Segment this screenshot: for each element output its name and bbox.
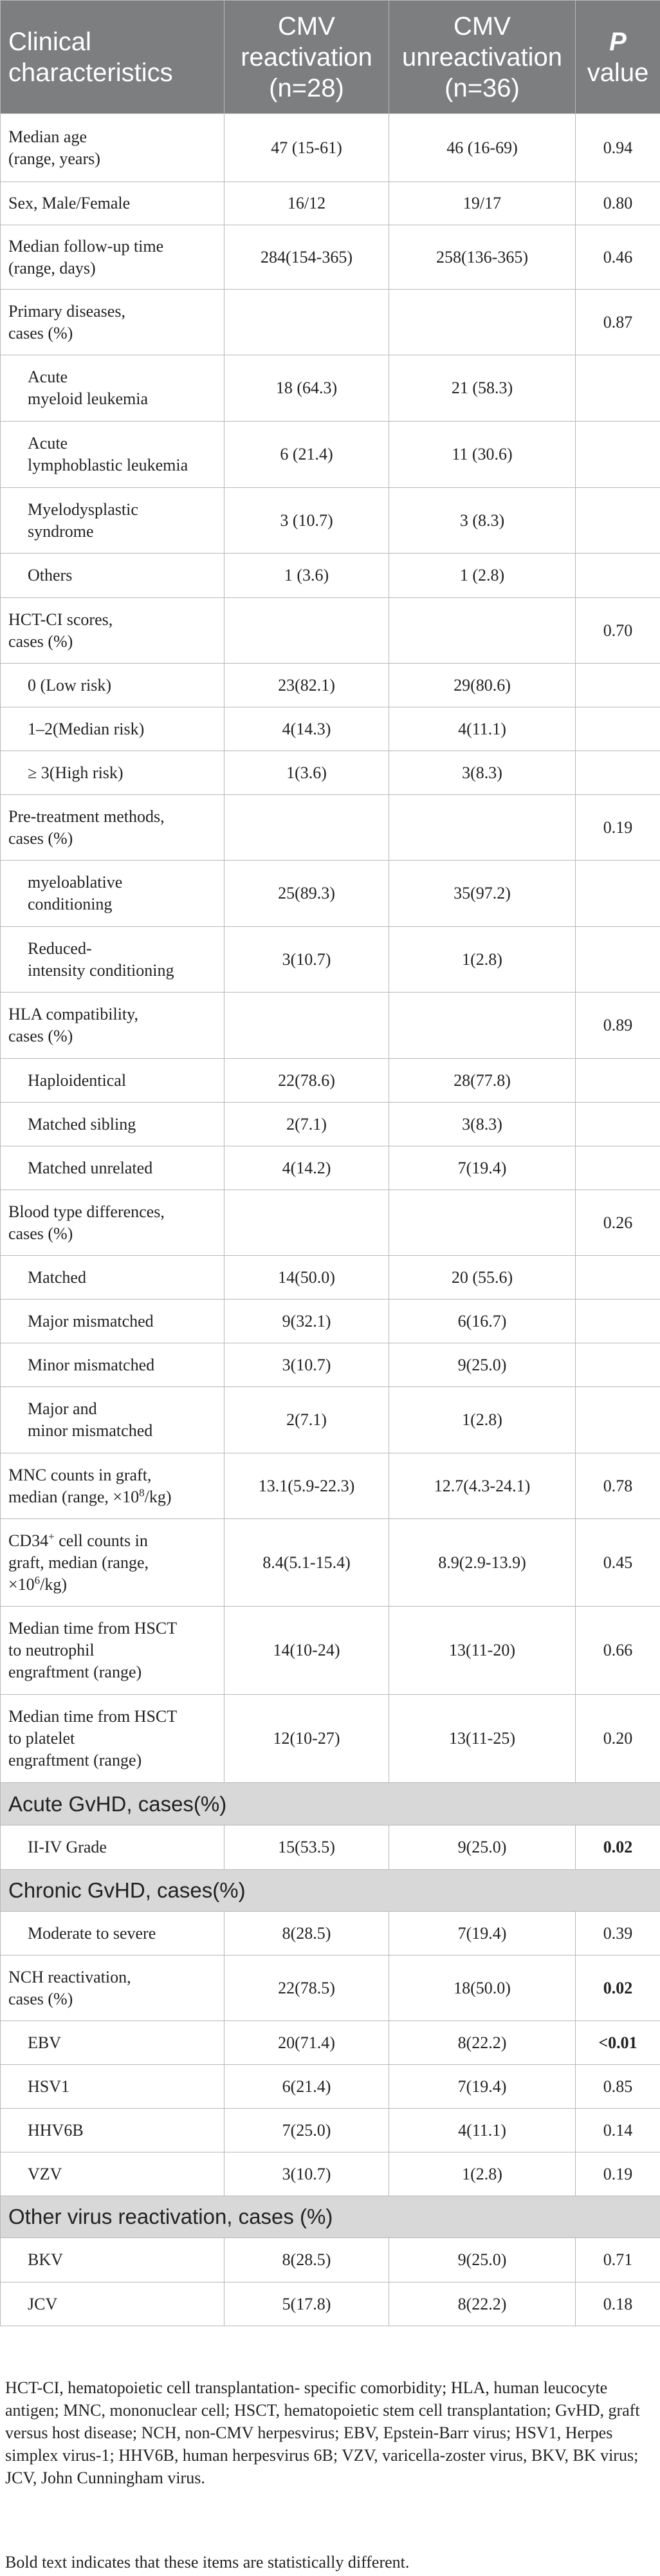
cell-unreactivation: 1 (2.8) xyxy=(389,554,576,598)
table-row xyxy=(1,598,660,664)
table-row xyxy=(1,422,660,488)
cell-unreactivation: 7(19.4) xyxy=(389,1912,576,1955)
table-row xyxy=(1,182,660,225)
cell-unreactivation: 4(11.1) xyxy=(389,707,576,751)
cell-reactivation: 4(14.3) xyxy=(225,707,389,751)
header-cmv-reactivation-line3: (n=28) xyxy=(269,73,344,102)
header-p-letter: P xyxy=(609,27,627,56)
cell-p-value xyxy=(576,488,660,554)
row-label: Myelodysplastic syndrome xyxy=(1,488,225,554)
row-label: Reduced- intensity conditioning xyxy=(1,927,225,993)
cell-p-value: 0.71 xyxy=(576,2238,660,2282)
table-row xyxy=(1,751,660,795)
row-label: HLA compatibility, cases (%) xyxy=(1,993,225,1059)
cell-unreactivation: 35(97.2) xyxy=(389,861,576,927)
row-label: BKV xyxy=(1,2238,225,2282)
cell-p-value: 0.87 xyxy=(576,290,660,355)
cell-unreactivation: 28(77.8) xyxy=(389,1059,576,1103)
row-label: NCH reactivation, cases (%) xyxy=(1,1955,225,2021)
cell-p-value: 0.02 xyxy=(576,1955,660,2021)
table-row xyxy=(1,1387,660,1453)
cell-reactivation: 3(10.7) xyxy=(225,2152,389,2196)
cell-p-value: 0.02 xyxy=(576,1825,660,1870)
cell-reactivation: 5(17.8) xyxy=(225,2282,389,2326)
cell-unreactivation: 29(80.6) xyxy=(389,664,576,707)
cell-unreactivation: 21 (58.3) xyxy=(389,355,576,422)
cell-reactivation: 6 (21.4) xyxy=(225,422,389,488)
table-row xyxy=(1,225,660,290)
table-row xyxy=(1,2152,660,2196)
cell-reactivation: 3(10.7) xyxy=(225,927,389,993)
header-cmv-unreactivation-line2: unreactivation xyxy=(401,42,563,71)
table-row xyxy=(1,1103,660,1146)
row-label: 1–2(Median risk) xyxy=(1,707,225,751)
cell-reactivation: 3 (10.7) xyxy=(225,488,389,554)
cell-unreactivation xyxy=(389,795,576,861)
row-label: Moderate to severe xyxy=(1,1912,225,1955)
cell-p-value xyxy=(576,664,660,707)
cell-unreactivation: 8.9(2.9-13.9) xyxy=(389,1519,576,1607)
cell-reactivation: 3(10.7) xyxy=(225,1343,389,1387)
table-row xyxy=(1,1825,660,1870)
cell-reactivation: 8.4(5.1-15.4) xyxy=(225,1519,389,1607)
row-label: HSV1 xyxy=(1,2065,225,2109)
header-cmv-reactivation-line1: CMV xyxy=(278,12,335,41)
table-row xyxy=(1,1343,660,1387)
cell-reactivation: 8(28.5) xyxy=(225,1912,389,1955)
abbreviations-footnote: HCT-CI, hematopoietic cell transplantation- specific comorbidity; HLA, human leucocyte antigen; MNC, mononuclear cell; HSCT, hematopoietic stem cell transplantation; GvHD, graft versus host disease; NCH, non-CMV herpesvirus; EBV, Epstein-Barr virus; HSV1, Herpes simplex virus-1; HHV6B, human herpesvirus 6B; VZV, varicella-zoster virus, BKV, BK virus; JCV, John Cunningham virus. xyxy=(5,2378,640,2487)
row-label: Major mismatched xyxy=(1,1300,225,1343)
table-row xyxy=(1,927,660,993)
cell-unreactivation: 12.7(4.3-24.1) xyxy=(389,1453,576,1519)
cell-reactivation xyxy=(225,795,389,861)
cell-unreactivation: 1(2.8) xyxy=(389,1387,576,1453)
table-row xyxy=(1,707,660,751)
row-label: Sex, Male/Female xyxy=(1,182,225,225)
table-row xyxy=(1,993,660,1059)
cell-unreactivation: 8(22.2) xyxy=(389,2021,576,2065)
table-row xyxy=(1,114,660,182)
header-cmv-unreactivation-line1: CMV xyxy=(454,12,511,41)
cell-unreactivation: 13(11-25) xyxy=(389,1695,576,1783)
cell-reactivation: 2(7.1) xyxy=(225,1387,389,1453)
table-row xyxy=(1,861,660,927)
cell-reactivation: 20(71.4) xyxy=(225,2021,389,2065)
cell-p-value: 0.78 xyxy=(576,1453,660,1519)
cell-reactivation: 14(10-24) xyxy=(225,1607,389,1695)
cell-unreactivation: 9(25.0) xyxy=(389,1825,576,1870)
row-label: Major and minor mismatched xyxy=(1,1387,225,1453)
row-label: Median age (range, years) xyxy=(1,114,225,182)
cell-unreactivation: 7(19.4) xyxy=(389,1146,576,1190)
table-row xyxy=(1,2021,660,2065)
cell-p-value xyxy=(576,927,660,993)
table-row xyxy=(1,2282,660,2326)
cell-reactivation xyxy=(225,1190,389,1256)
header-cmv-reactivation-line2: reactivation xyxy=(241,42,372,71)
cell-unreactivation: 6(16.7) xyxy=(389,1300,576,1343)
cell-unreactivation: 7(19.4) xyxy=(389,2065,576,2109)
row-label: Minor mismatched xyxy=(1,1343,225,1387)
row-label: Acute lymphoblastic leukemia xyxy=(1,422,225,488)
section-row-other-virus xyxy=(1,2196,660,2238)
cell-p-value: 0.18 xyxy=(576,2282,660,2326)
cell-p-value xyxy=(576,1256,660,1300)
row-label: Median time from HSCT to platelet engraftment (range) xyxy=(1,1695,225,1783)
row-label: HHV6B xyxy=(1,2109,225,2152)
row-label: myeloablative conditioning xyxy=(1,861,225,927)
section-row-chronic-gvhd xyxy=(1,1870,660,1912)
cell-unreactivation: 9(25.0) xyxy=(389,1343,576,1387)
cell-reactivation xyxy=(225,598,389,664)
table-row xyxy=(1,1190,660,1256)
cell-reactivation: 2(7.1) xyxy=(225,1103,389,1146)
cell-p-value: 0.39 xyxy=(576,1912,660,1955)
cell-unreactivation: 3(8.3) xyxy=(389,1103,576,1146)
cell-unreactivation: 11 (30.6) xyxy=(389,422,576,488)
table-row xyxy=(1,355,660,422)
cell-reactivation xyxy=(225,290,389,355)
cell-p-value: 0.45 xyxy=(576,1519,660,1607)
row-label: II-IV Grade xyxy=(1,1825,225,1870)
table-row xyxy=(1,1256,660,1300)
cell-reactivation: 1(3.6) xyxy=(225,751,389,795)
table-row xyxy=(1,1059,660,1103)
section-title: Chronic GvHD, cases(%) xyxy=(1,1870,660,1912)
table-header-row xyxy=(1,1,660,114)
row-label: Blood type differences, cases (%) xyxy=(1,1190,225,1256)
cell-unreactivation: 46 (16-69) xyxy=(389,114,576,182)
cell-unreactivation xyxy=(389,290,576,355)
cell-unreactivation: 9(25.0) xyxy=(389,2238,576,2282)
cell-unreactivation xyxy=(389,598,576,664)
cell-reactivation: 4(14.2) xyxy=(225,1146,389,1190)
cell-p-value: 0.20 xyxy=(576,1695,660,1783)
table-row xyxy=(1,1300,660,1343)
cell-p-value xyxy=(576,355,660,422)
header-value-word: value xyxy=(587,58,649,87)
row-label: VZV xyxy=(1,2152,225,2196)
row-label: Pre-treatment methods, cases (%) xyxy=(1,795,225,861)
cell-reactivation: 14(50.0) xyxy=(225,1256,389,1300)
cell-unreactivation: 20 (55.6) xyxy=(389,1256,576,1300)
cell-p-value: 0.94 xyxy=(576,114,660,182)
table-row xyxy=(1,795,660,861)
header-cmv-unreactivation-line3: (n=36) xyxy=(445,73,520,102)
table-row xyxy=(1,1453,660,1519)
cell-reactivation: 23(82.1) xyxy=(225,664,389,707)
table-row xyxy=(1,1955,660,2021)
cell-unreactivation: 3(8.3) xyxy=(389,751,576,795)
cell-p-value xyxy=(576,1343,660,1387)
header-cmv-reactivation xyxy=(225,1,389,114)
cell-reactivation: 18 (64.3) xyxy=(225,355,389,422)
cell-p-value xyxy=(576,422,660,488)
table-row xyxy=(1,2065,660,2109)
cell-reactivation: 9(32.1) xyxy=(225,1300,389,1343)
cell-p-value: 0.19 xyxy=(576,2152,660,2196)
section-title: Acute GvHD, cases(%) xyxy=(1,1783,660,1825)
row-label: Matched xyxy=(1,1256,225,1300)
cell-p-value: 0.85 xyxy=(576,2065,660,2109)
row-label: CD34+ cell counts in graft, median (range, $\times 10^6/kg$) xyxy=(1,1519,225,1607)
cell-unreactivation: 13(11-20) xyxy=(389,1607,576,1695)
cell-p-value xyxy=(576,1103,660,1146)
row-label: Median time from HSCT to neutrophil engraftment (range) xyxy=(1,1607,225,1695)
cell-p-value xyxy=(576,1146,660,1190)
cell-unreactivation: 18(50.0) xyxy=(389,1955,576,2021)
header-cmv-unreactivation xyxy=(389,1,576,114)
table-row xyxy=(1,488,660,554)
row-label: MNC counts in graft, median (range, $\times 10^8/kg$) xyxy=(1,1453,225,1519)
cell-p-value xyxy=(576,1059,660,1103)
table-row xyxy=(1,2238,660,2282)
row-label: Matched sibling xyxy=(1,1103,225,1146)
cell-unreactivation: 19/17 xyxy=(389,182,576,225)
section-title: Other virus reactivation, cases (%) xyxy=(1,2196,660,2238)
cell-unreactivation xyxy=(389,1190,576,1256)
cell-reactivation: 25(89.3) xyxy=(225,861,389,927)
row-label: Primary diseases, cases (%) xyxy=(1,290,225,355)
cell-p-value: <0.01 xyxy=(576,2021,660,2065)
cell-p-value: 0.14 xyxy=(576,2109,660,2152)
section-row-acute-gvhd xyxy=(1,1783,660,1825)
row-label: Others xyxy=(1,554,225,598)
cell-reactivation: 7(25.0) xyxy=(225,2109,389,2152)
cell-p-value xyxy=(576,751,660,795)
table-row xyxy=(1,1912,660,1955)
header-characteristics: Clinical characteristics xyxy=(1,1,225,114)
table-row xyxy=(1,664,660,707)
cell-p-value: 0.26 xyxy=(576,1190,660,1256)
cell-reactivation xyxy=(225,993,389,1059)
cell-p-value xyxy=(576,1300,660,1343)
cell-p-value: 0.66 xyxy=(576,1607,660,1695)
cell-reactivation: 22(78.5) xyxy=(225,1955,389,2021)
cell-reactivation: 1 (3.6) xyxy=(225,554,389,598)
cell-unreactivation: 258(136-365) xyxy=(389,225,576,290)
cell-reactivation: 284(154-365) xyxy=(225,225,389,290)
cell-reactivation: 8(28.5) xyxy=(225,2238,389,2282)
cell-unreactivation: 1(2.8) xyxy=(389,2152,576,2196)
bold-text-note: Bold text indicates that these items are statistically different. xyxy=(5,2553,410,2571)
cell-unreactivation: 1(2.8) xyxy=(389,927,576,993)
cell-p-value: 0.80 xyxy=(576,182,660,225)
cell-reactivation: 47 (15-61) xyxy=(225,114,389,182)
cell-p-value: 0.89 xyxy=(576,993,660,1059)
table-row xyxy=(1,554,660,598)
row-label: ≥ 3(High risk) xyxy=(1,751,225,795)
cell-p-value xyxy=(576,1387,660,1453)
table-row xyxy=(1,2109,660,2152)
cell-p-value xyxy=(576,707,660,751)
row-label: 0 (Low risk) xyxy=(1,664,225,707)
row-label: EBV xyxy=(1,2021,225,2065)
cell-p-value: 0.70 xyxy=(576,598,660,664)
cell-p-value: 0.19 xyxy=(576,795,660,861)
row-label: Haploidentical xyxy=(1,1059,225,1103)
cell-unreactivation: 3 (8.3) xyxy=(389,488,576,554)
row-label: Median follow-up time (range, days) xyxy=(1,225,225,290)
cell-p-value xyxy=(576,861,660,927)
cell-p-value xyxy=(576,554,660,598)
row-label: JCV xyxy=(1,2282,225,2326)
cell-reactivation: 22(78.6) xyxy=(225,1059,389,1103)
cell-reactivation: 16/12 xyxy=(225,182,389,225)
table-row xyxy=(1,1607,660,1695)
cell-unreactivation: 8(22.2) xyxy=(389,2282,576,2326)
cell-reactivation: 15(53.5) xyxy=(225,1825,389,1870)
cell-reactivation: 13.1(5.9-22.3) xyxy=(225,1453,389,1519)
cell-unreactivation: 4(11.1) xyxy=(389,2109,576,2152)
table-row xyxy=(1,1146,660,1190)
table-row xyxy=(1,290,660,355)
cell-p-value: 0.46 xyxy=(576,225,660,290)
cell-reactivation: 6(21.4) xyxy=(225,2065,389,2109)
header-p-value xyxy=(576,1,660,114)
table-row xyxy=(1,1695,660,1783)
cell-unreactivation xyxy=(389,993,576,1059)
row-label: Acute myeloid leukemia xyxy=(1,355,225,422)
cell-reactivation: 12(10-27) xyxy=(225,1695,389,1783)
table-row xyxy=(1,1519,660,1607)
row-label: HCT-CI scores, cases (%) xyxy=(1,598,225,664)
row-label: Matched unrelated xyxy=(1,1146,225,1190)
